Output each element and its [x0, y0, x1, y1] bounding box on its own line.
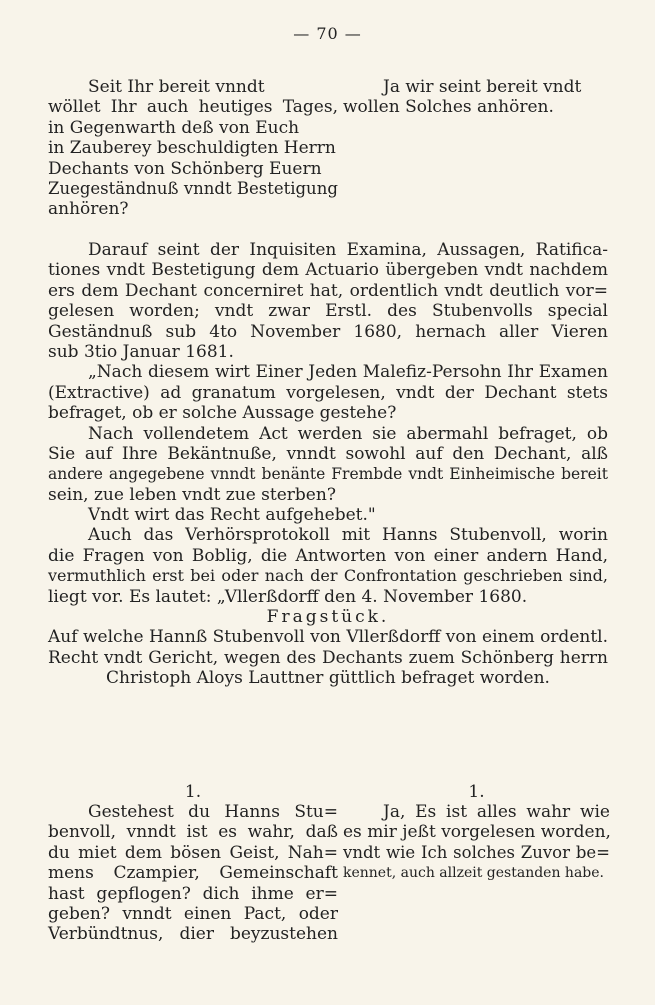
- text-line: es mir jeßt vorgelesen worden,: [343, 822, 611, 843]
- text-line: anhören?: [48, 199, 129, 220]
- text-line: in Gegenwarth deß von Euch: [48, 117, 300, 138]
- text-line: Nach vollendetem Act werden sie abermahl befraget, ob: [88, 423, 608, 444]
- section-heading: Fragstück.: [266, 607, 390, 628]
- text-line: andere angegebene vnndt benänte Frembde vndt Einheimische bereit: [48, 465, 608, 484]
- text-line: mens Czampier, Gemeinschaft: [48, 863, 338, 884]
- text-line: du miet dem bösen Geist, Nah=: [48, 842, 338, 863]
- answer-block-2: [343, 802, 610, 884]
- text-line: ers dem Dechant concerniret hat, ordentlich vndt deutlich vor=: [48, 280, 608, 301]
- text-line: gelesen worden; vndt zwar Erstl. des Stubenvolls special: [48, 301, 608, 322]
- text-line: Ja wir seint bereit vndt: [383, 77, 582, 97]
- text-line: vndt wie Ich solches Zuvor be=: [343, 842, 610, 862]
- text-line: geben? vnndt einen Pact, oder: [48, 903, 338, 924]
- text-line: hast gepflogen? dich ihme er=: [48, 883, 338, 904]
- text-line: kennet, auch allzeit gestanden habe.: [343, 865, 604, 882]
- question-number: 1.: [184, 782, 202, 802]
- text-line: Zuegeständnuß vnndt Bestetigung: [48, 178, 338, 198]
- text-line: benvoll, vnndt ist es wahr, daß: [48, 822, 338, 843]
- text-line: Auf welche Hannß Stubenvoll von Vllerßdorff von einem ordentl.: [48, 627, 608, 648]
- text-line: Recht vndt Gericht, wegen des Dechants zuem Schönberg herrn: [48, 647, 608, 668]
- answer-block-1: [343, 77, 610, 118]
- main-text: [48, 240, 608, 689]
- text-line: Vndt wirt das Recht aufgehebet.": [88, 505, 376, 526]
- text-line: befraget, ob er solche Aussage gestehe?: [48, 403, 397, 424]
- text-line: in Zauberey beschuldigten Herrn: [48, 138, 336, 159]
- text-line: Verbündtnus, dier beyzustehen: [48, 924, 338, 945]
- text-line: tiones vndt Bestetigung dem Actuario übergeben vndt nachdem: [48, 260, 608, 281]
- text-line: wöllet Ihr auch heutiges Tages,: [48, 97, 338, 118]
- answer-number: 1.: [468, 782, 485, 802]
- text-line: Christoph Aloys Lauttner güttlich befraget worden.: [106, 668, 550, 689]
- text-line: Auch das Verhörsprotokoll mit Hanns Stubenvoll, worin: [88, 525, 608, 546]
- text-line: vermuthlich erst bei oder nach der Confrontation geschrieben sind,: [48, 566, 608, 586]
- text-line: Gestehest du Hanns Stu=: [88, 802, 338, 822]
- text-line: Geständnuß sub 4to November 1680, hernach aller Vieren: [48, 321, 608, 342]
- question-block-1: [48, 77, 338, 220]
- text-line: „Nach diesem wirt Einer Jeden Malefiz-Persohn Ihr Examen: [88, 362, 608, 383]
- text-line: sein, zue leben vndt zue sterben?: [48, 484, 336, 505]
- text-line: die Fragen von Boblig, die Antworten von einer andern Hand,: [48, 545, 608, 566]
- text-line: Darauf seint der Inquisiten Examina, Aussagen, Ratifica-: [88, 240, 608, 260]
- text-line: sub 3tio Januar 1681.: [48, 341, 234, 362]
- text-line: Sie auf Ihre Bekäntnuße, vnndt sowohl auf den Dechant, alß: [48, 443, 608, 464]
- text-line: Seit Ihr bereit vnndt: [88, 77, 265, 97]
- page-number: — 70 —: [293, 24, 362, 43]
- text-line: wollen Solches anhören.: [343, 97, 554, 118]
- text-line: Ja, Es ist alles wahr wie: [383, 802, 610, 822]
- text-line: Dechants von Schönberg Euern: [48, 158, 322, 179]
- question-block-2: [48, 802, 338, 945]
- text-line: (Extractive) ad granatum vorgelesen, vndt der Dechant stets: [48, 382, 608, 403]
- text-line: liegt vor. Es lautet: „Vllerßdorff den 4. November 1680.: [48, 586, 528, 607]
